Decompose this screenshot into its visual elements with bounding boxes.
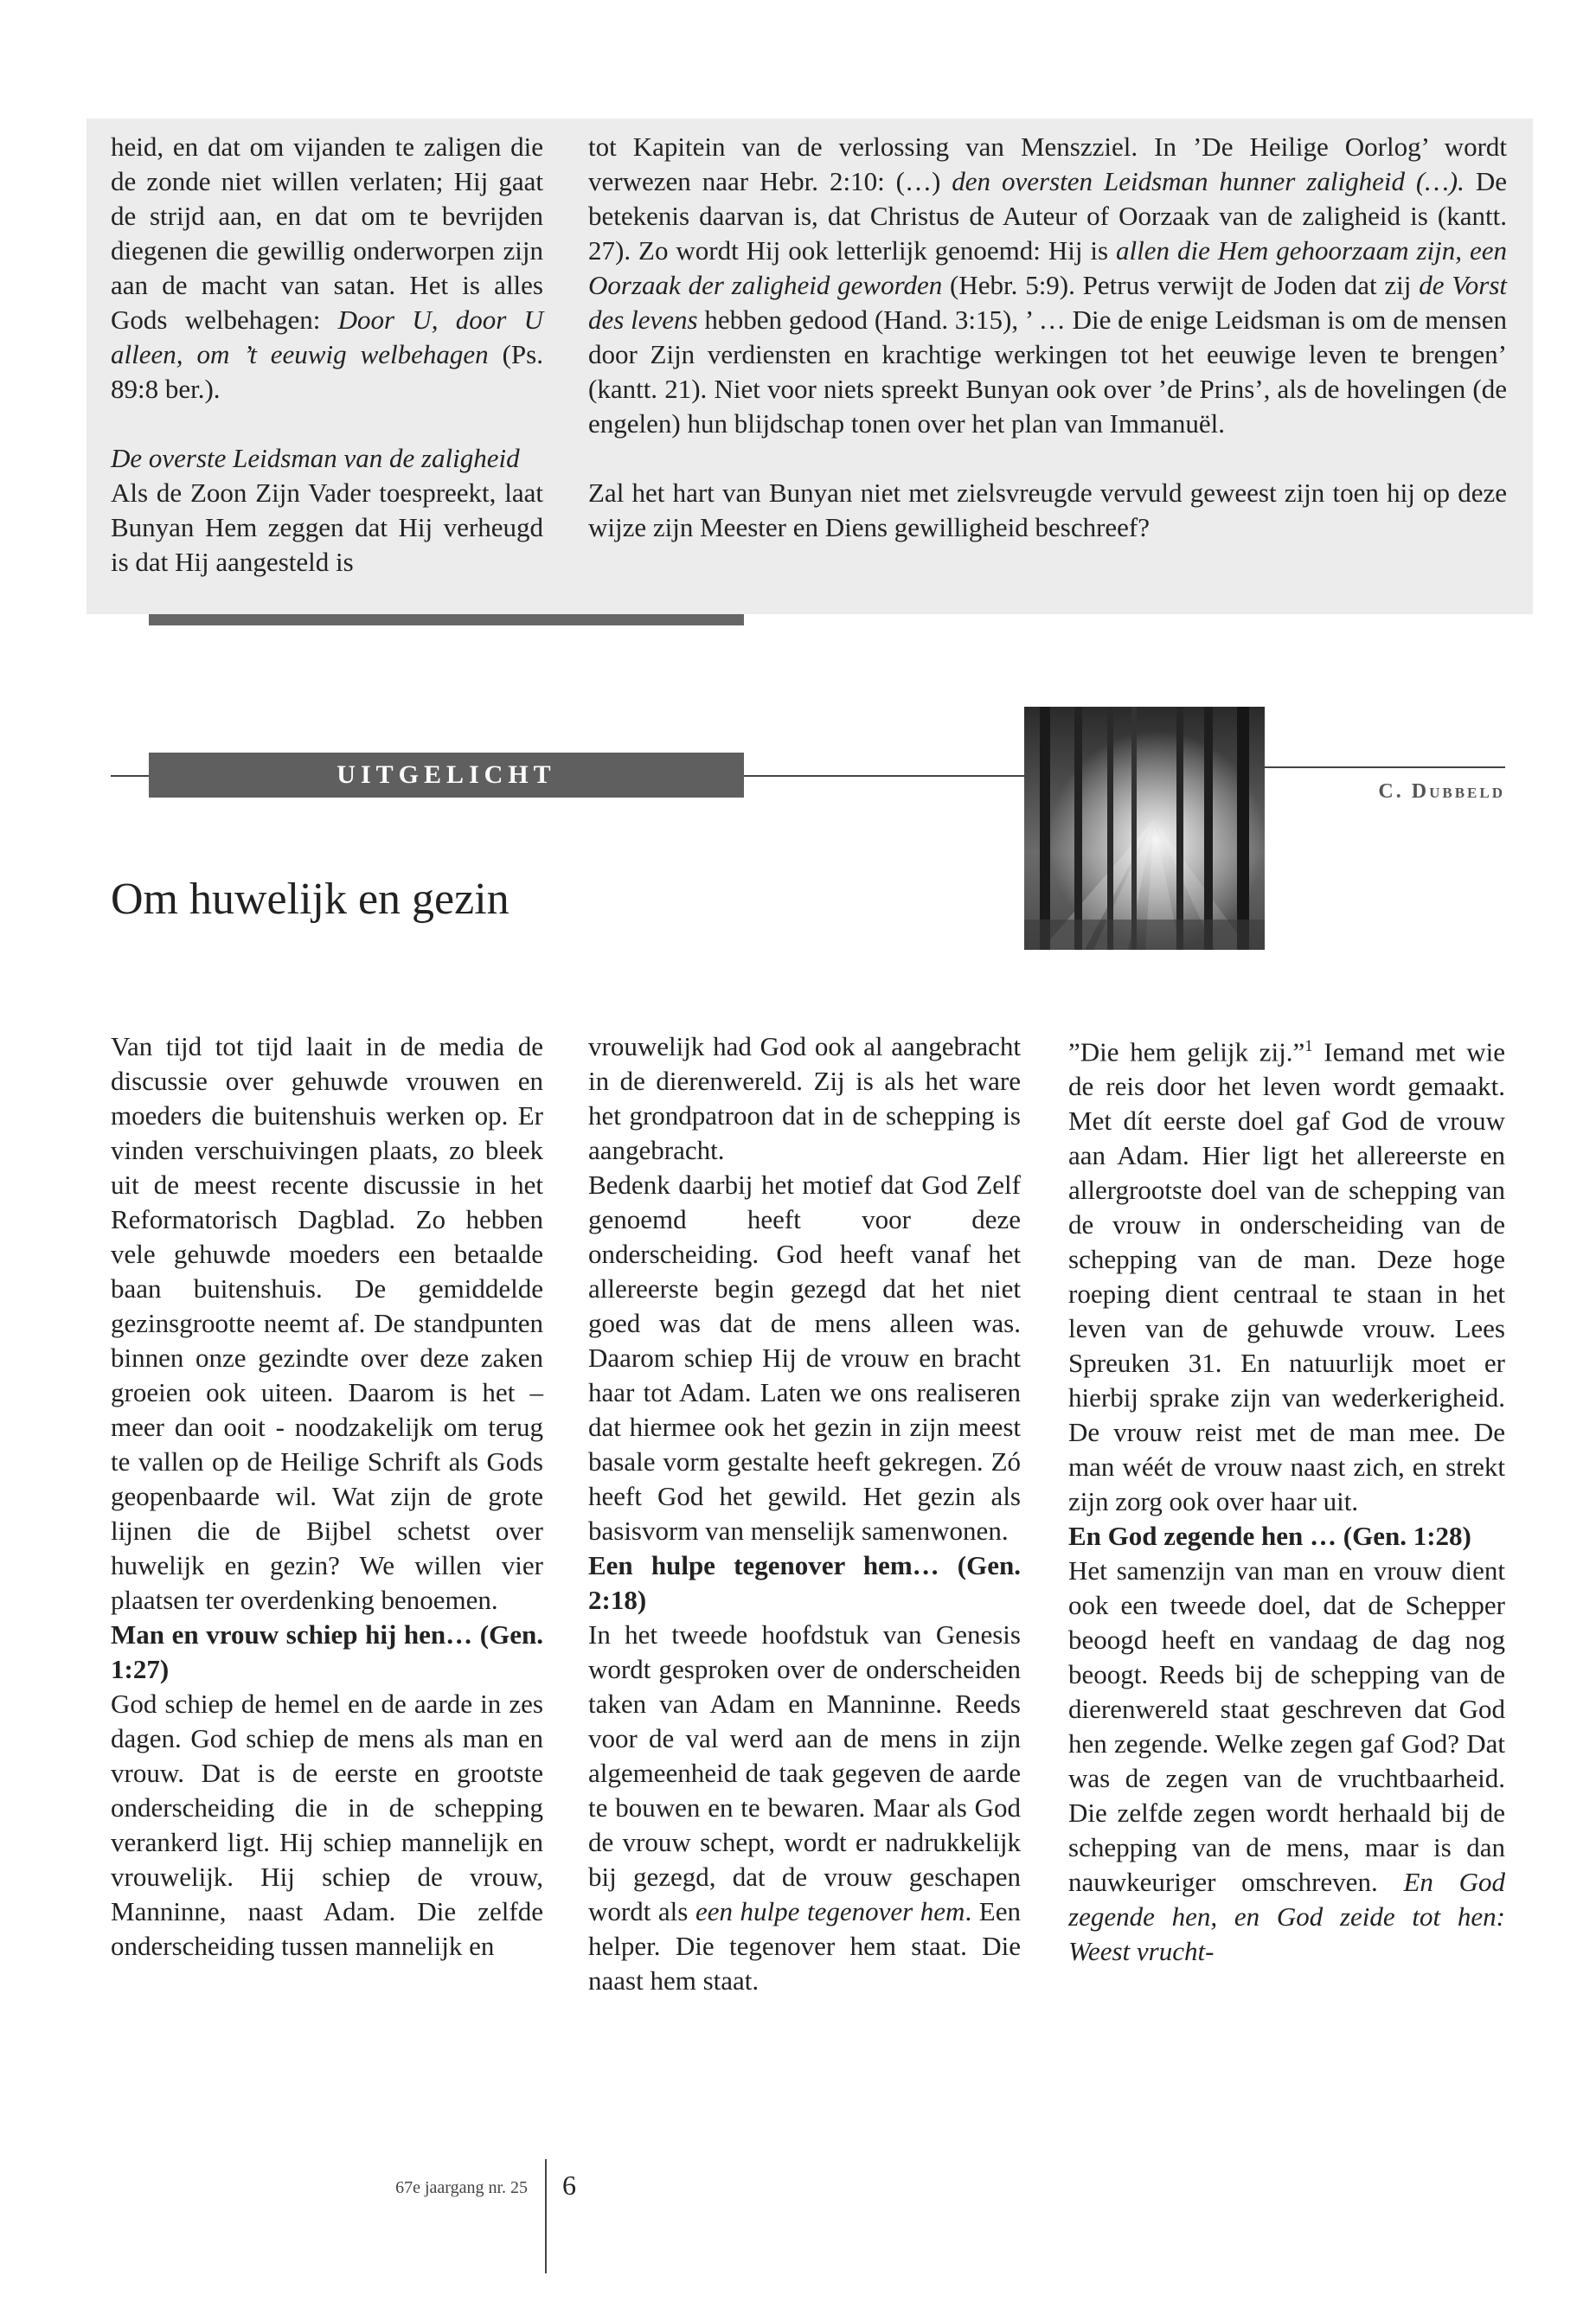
- col1-paragraph: God schiep de hemel en de aarde in zes dagen. God schiep de mens als man en vrouw. Dat is de eerste en grootste onderscheiding die in de schepping verankerd ligt. Hij schiep mannelijk en vrouwelijk. Hij schiep de vrouw, Manninne, naast Adam. Die zelfde onderscheiding tussen mannelijk en: [111, 1689, 543, 1961]
- article-column-3: [1068, 1029, 1505, 1969]
- author-name: C. Dubbeld: [1378, 780, 1505, 803]
- top-col1-paragraph-2: Als de Zoon Zijn Vader toespreekt, laat Bunyan Hem zeggen dat Hij verheugd is dat Hij aangesteld is: [111, 478, 543, 577]
- top-column-2: [588, 130, 1507, 545]
- header-rule-right: [1265, 766, 1505, 768]
- section-heading-2: Een hulpe tegenover hem… (Gen. 2:18): [588, 1550, 1021, 1615]
- top-col1-subheading: De overste Leidsman van de zaligheid: [111, 443, 520, 473]
- header-rule-middle: [744, 775, 1024, 777]
- top-column-1: [111, 130, 543, 580]
- col3-paragraph-1: ”Die hem gelijk zij.”$^1$ Iemand met wie de reis door het leven wordt gemaakt. Met dít eerste doel gaf God de vrouw aan Adam. Hier ligt het allereerste en allergrootste doel van de schepping van de vrouw in onderscheiding van de schepping van de man. Deze hoge roeping dient centraal te staan in het leven van de gehuwde vrouw. Lees Spreuken 31. En natuurlijk moet er hierbij sprake zijn van wederkerigheid. De vrouw reist met de man mee. De man wéét de vrouw naast zich, en strekt zijn zorg ook over haar uit.: [1068, 1036, 1506, 1517]
- top-col1-paragraph: heid, en dat om vijanden te zaligen die de zonde niet willen verlaten; Hij gaat de strijd aan, en dat om te bevrijden diegenen die gewillig onderworpen zijn aan de macht van satan. Het is alles Gods welbehagen: Door U, door U alleen, om ’t eeuwig welbehagen (Ps. 89:8 ber.).: [111, 131, 543, 404]
- article-title: Om huwelijk en gezin: [111, 875, 510, 924]
- rubric-label: UITGELICHT: [149, 753, 744, 798]
- col3-paragraph-2: Het samenzijn van man en vrouw dient ook een tweede doel, dat de Schepper beoogd heeft en vandaag de dag nog beoogt. Reeds bij de schepping van de dierenwereld staat geschreven dat God hen zegende. Welke zegen gaf God? Dat was de zegen van de vruchtbaarheid. Die zelfde zegen wordt herhaald bij de schepping van de mens, maar is dan nauwkeuriger omschreven. En God zegende hen, en God zeide tot hen: Weest vrucht-: [1068, 1555, 1506, 1967]
- forest-sunbeam-photo: [1024, 707, 1265, 950]
- article-column-2: [588, 1029, 1021, 1998]
- intro-paragraph: Van tijd tot tijd laait in de media de discussie over gehuwde vrouwen en moeders die buitenshuis werken op. Er vinden verschuivingen plaats, zo bleek uit de meest recente discussie in het Reformatorisch Dagblad. Zo hebben vele gehuwde moeders een betaalde baan buitenshuis. De gemiddelde gezinsgrootte neemt af. De standpunten binnen onze gezindte over deze zaken groeien ook uiteen. Daarom is het – meer dan ooit - noodzakelijk om terug te vallen op de Heilige Schrift als Gods geopenbaarde wil. Wat zijn de grote lijnen die de Bijbel schetst over huwelijk en gezin? We willen vier plaatsen ter overdenking benoemen.: [111, 1031, 543, 1615]
- issue-number: 67e jaargang nr. 25: [395, 2178, 528, 2197]
- col2-paragraph-2: Bedenk daarbij het motief dat God Zelf genoemd heeft voor deze onderscheiding. God heeft vanaf het allereerste begin gezegd dat het niet goed was dat de mens alleen was. Daarom schiep Hij de vrouw en bracht haar tot Adam. Laten we ons realiseren dat hiermee ook het gezin in zijn meest basale vorm gestalte heeft gekregen. Zó heeft God het gewild. Het gezin als basisvorm van menselijk samenwonen.: [588, 1170, 1021, 1546]
- top-col2-paragraph-2: Zal het hart van Bunyan niet met zielsvreugde vervuld geweest zijn toen hij op deze wijze zijn Meester en Diens gewilligheid beschreef?: [588, 478, 1507, 542]
- article-column-1: [111, 1029, 543, 1964]
- page-number: 6: [562, 2170, 576, 2201]
- col2-paragraph-3: In het tweede hoofdstuk van Genesis wordt gesproken over de onderscheiden taken van Adam en Manninne. Reeds voor de val werd aan de mens in zijn algemeenheid de taak gegeven de aarde te bouwen en te bewaren. Maar als God de vrouw schept, wordt er nadrukkelijk bij gezegd, dat de vrouw geschapen wordt als een hulpe tegenover hem. Een helper. Die tegenover hem staat. Die naast hem staat.: [588, 1619, 1021, 1996]
- top-dark-bar: [149, 614, 744, 625]
- top-col2-paragraph: tot Kapitein van de verlossing van Menszziel. In ’De Heilige Oorlog’ wordt verwezen naar Hebr. 2:10: (…) den oversten Leidsman hunner zaligheid (…). De betekenis daarvan is, dat Christus de Auteur of Oorzaak van de zaligheid is (kantt. 27). Zo wordt Hij ook letterlijk genoemd: Hij is allen die Hem gehoorzaam zijn, een Oorzaak der zaligheid geworden (Hebr. 5:9). Petrus verwijt de Joden dat zij de Vorst des levens hebben gedood (Hand. 3:15), ’ … Die de enige Leidsman is om de mensen door Zijn verdiensten en krachtige werkingen tot het eeuwige leven te brengen’ (kantt. 21). Niet voor niets spreekt Bunyan ook over ’de Prins’, als de hovelingen (de engelen) hun blijdschap tonen over het plan van Immanuël.: [588, 131, 1507, 439]
- section-heading-1: Man en vrouw schiep hij hen… (Gen. 1:27): [111, 1619, 543, 1684]
- section-heading-3: En God zegende hen … (Gen. 1:28): [1068, 1521, 1471, 1552]
- header-rule-left: [111, 775, 149, 777]
- footer-divider: [545, 2159, 547, 2273]
- col2-paragraph-1: vrouwelijk had God ook al aangebracht in de dierenwereld. Zij is als het ware het grondpatroon dat in de schepping is aangebracht.: [588, 1031, 1021, 1165]
